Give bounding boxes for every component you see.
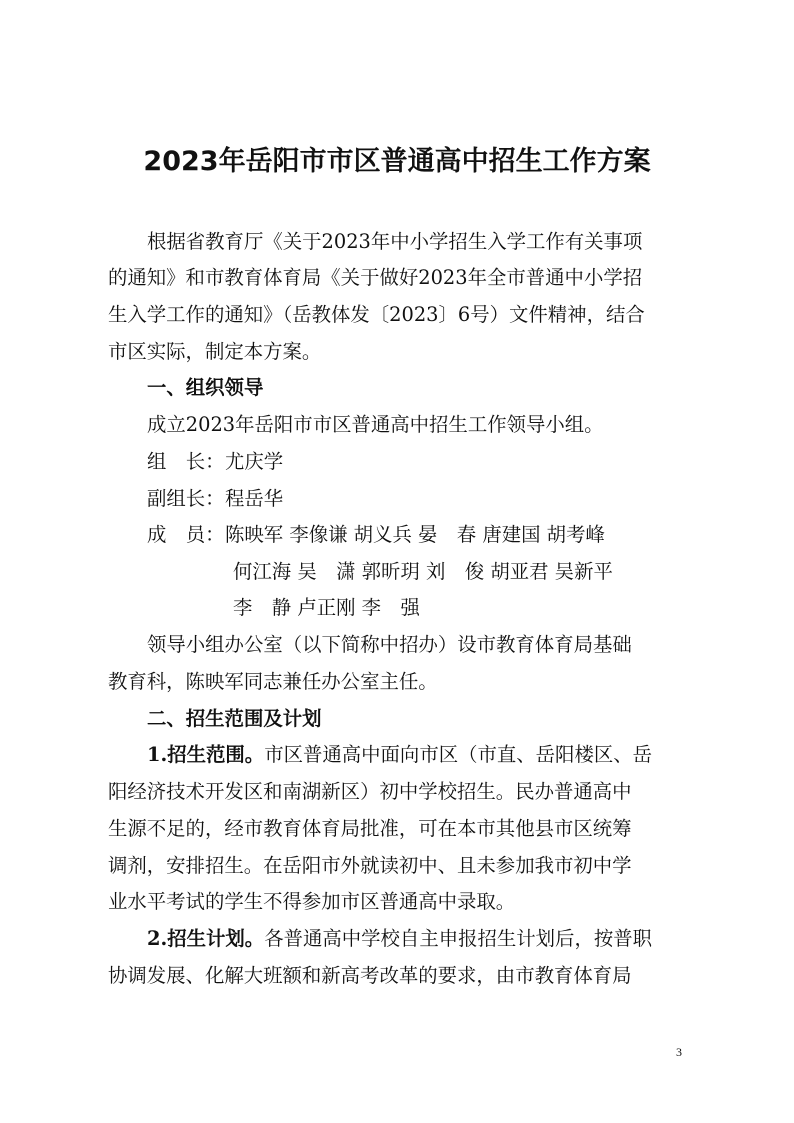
item2-line-2: 协调发展、化解大班额和新高考改革的要求，由市教育体育局 [108,964,632,987]
section-2-heading: 二、招生范围及计划 [147,707,322,730]
intro-line-3: 生入学工作的通知》（岳教体发〔2023〕6号）文件精神，结合 [108,303,645,326]
item1-lead: 1.招生范围。 [147,743,265,766]
leader-label: 组 长： [147,450,225,473]
members-line-1: 陈映军 李像谦 胡义兵 晏 春 唐建国 胡考峰 [225,523,605,546]
item2-line-1: 各普通高中学校自主申报招生计划后，按普职 [264,927,653,950]
item2-first-line [147,929,727,948]
item1-line-5: 业水平考试的学生不得参加市区普通高中录取。 [108,890,516,913]
item1-line-3: 生源不足的，经市教育体育局批准，可在本市其他县市区统筹 [108,817,632,840]
intro-line-1: 根据省教育厅《关于2023年中小学招生入学工作有关事项 [147,230,643,253]
item1-first-line [147,745,727,764]
page-number: 3 [676,1045,682,1059]
group-establish-line: 成立2023年岳阳市市区普通高中招生工作领导小组。 [147,413,604,436]
office-line-2: 教育科，陈映军同志兼任办公室主任。 [108,670,438,693]
leader-name: 尤庆学 [225,450,284,473]
deputy-label: 副组长： [147,487,225,510]
members-row [147,525,727,544]
item1-line-4: 调剂，安排招生。在岳阳市外就读初中、且未参加我市初中学 [108,854,632,877]
office-line-1: 领导小组办公室（以下简称中招办）设市教育体育局基础 [147,633,632,656]
intro-line-4: 市区实际，制定本方案。 [108,340,322,363]
section-1-heading: 一、组织领导 [147,376,264,399]
document-title: 2023年岳阳市市区普通高中招生工作方案 [143,146,651,177]
members-line-2: 何江海 吴 潇 郭昕玥 刘 俊 胡亚君 吴新平 [233,560,613,583]
members-label: 成 员： [147,523,225,546]
item1-line-2: 阳经济技术开发区和南湖新区）初中学校招生。民办普通高中 [108,780,632,803]
item1-line-1: 市区普通高中面向市区（市直、岳阳楼区、岳 [264,743,653,766]
item2-lead: 2.招生计划。 [147,927,265,950]
intro-line-2: 的通知》和市教育体育局《关于做好2023年全市普通中小学招 [108,266,643,289]
deputy-row [147,489,727,508]
leader-row [147,452,727,471]
deputy-name: 程岳华 [225,487,284,510]
members-line-3: 李 静 卢正刚 李 强 [233,596,420,619]
